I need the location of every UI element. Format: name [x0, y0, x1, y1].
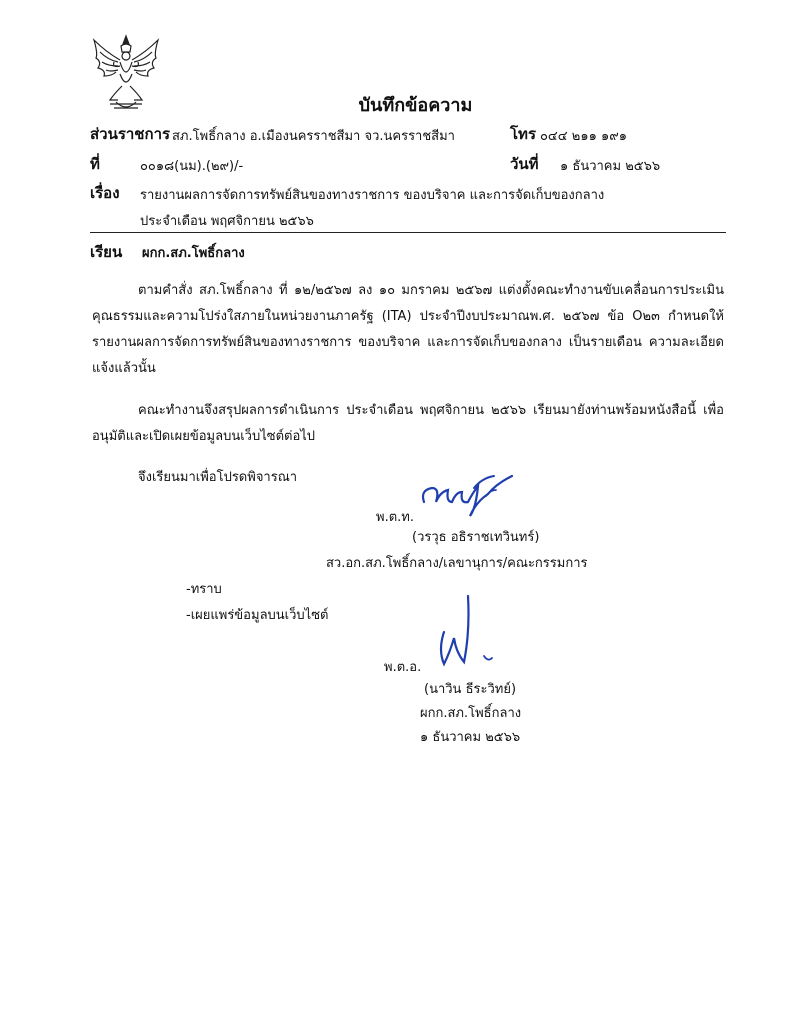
- to-value: ผกก.สภ.โพธิ์กลาง: [142, 246, 245, 261]
- to-label: เรียน: [90, 243, 123, 261]
- signer2-position: ผกก.สภ.โพธิ์กลาง: [420, 706, 522, 721]
- phone-value: ๐๔๔ ๒๑๑ ๑๙๑: [540, 129, 627, 144]
- subject-label-wrap: [90, 181, 120, 205]
- phone-label: โทร: [510, 125, 537, 143]
- memo-title: บันทึกข้อความ: [358, 95, 473, 116]
- endorsement-line-2: -เผยแพร่ข้อมูลบนเว็บไซต์: [186, 608, 329, 623]
- date-label: วันที่: [510, 155, 539, 173]
- signer2-date: ๑ ธันวาคม ๒๕๖๖: [420, 730, 521, 745]
- signer1-name: (วรวุธ อธิราชเทวินทร์): [412, 530, 540, 545]
- signature-1-icon: [416, 468, 526, 524]
- signature-2-icon: [430, 592, 500, 672]
- subject-line-2: ประจำเดือน พฤศจิกายน ๒๕๖๖: [140, 214, 314, 229]
- para2-text: คณะทำงานจึงสรุปผลการดำเนินการ ประจำเดือน พฤศจิกายน ๒๕๖๖ เรียนมายังท่านพร้อมหนังสือนี้ เพื่ออนุมัติและเปิดเผยข้อมูลบนเว็บไซต์ต่อไป: [92, 403, 724, 444]
- endorsement-line-1: -ทราบ: [186, 582, 222, 597]
- subject-label: เรื่อง: [90, 184, 120, 202]
- signer2-rank: พ.ต.อ.: [384, 660, 422, 675]
- ref-label: ที่: [90, 155, 100, 173]
- signer2-name: (นาวิน ธีระวิทย์): [424, 682, 517, 697]
- para1-text: ตามคำสั่ง สภ.โพธิ์กลาง ที่ ๑๒/๒๕๖๗ ลง ๑๐ มกราคม ๒๕๖๗ แต่งตั้งคณะทำงานขับเคลื่อนการประเมินคุณธรรมและความโปร่งใสภายในหน่วยงานภาครัฐ (ITA) ประจำปีงบประมาณพ.ศ. ๒๕๖๗ ข้อ O๒๓ กำหนดให้รายงานผลการจัดการทรัพย์สินของทางราชการ ของบริจาค และการจัดเก็บของกลาง เป็นรายเดือน ความละเอียดแจ้งแล้วนั้น: [92, 283, 724, 376]
- header-divider: [90, 232, 726, 233]
- closing-text: จึงเรียนมาเพื่อโปรดพิจารณา: [138, 470, 298, 485]
- signer1-position: สว.อก.สภ.โพธิ์กลาง/เลขานุการ/คณะกรรมการ: [326, 556, 588, 571]
- ref-label-wrap: [90, 152, 100, 176]
- body-paragraph-2: [92, 398, 724, 450]
- signer1-rank: พ.ต.ท.: [376, 510, 414, 525]
- body-paragraph-1: [92, 278, 724, 382]
- agency-row: [90, 122, 170, 146]
- phone-label-wrap: [510, 122, 536, 146]
- agency-value: สภ.โพธิ์กลาง อ.เมืองนครราชสีมา จว.นครราชสีมา: [172, 129, 455, 144]
- agency-label: ส่วนราชการ: [90, 125, 171, 143]
- subject-line-1: รายงานผลการจัดการทรัพย์สินของทางราชการ ของบริจาค และการจัดเก็บของกลาง: [140, 188, 605, 203]
- date-value: ๑ ธันวาคม ๒๕๖๖: [560, 159, 661, 174]
- date-label-wrap: [510, 152, 539, 176]
- to-label-wrap: [90, 240, 122, 264]
- ref-value: ๐๐๑๘(นม).(๒๙)/-: [140, 159, 244, 174]
